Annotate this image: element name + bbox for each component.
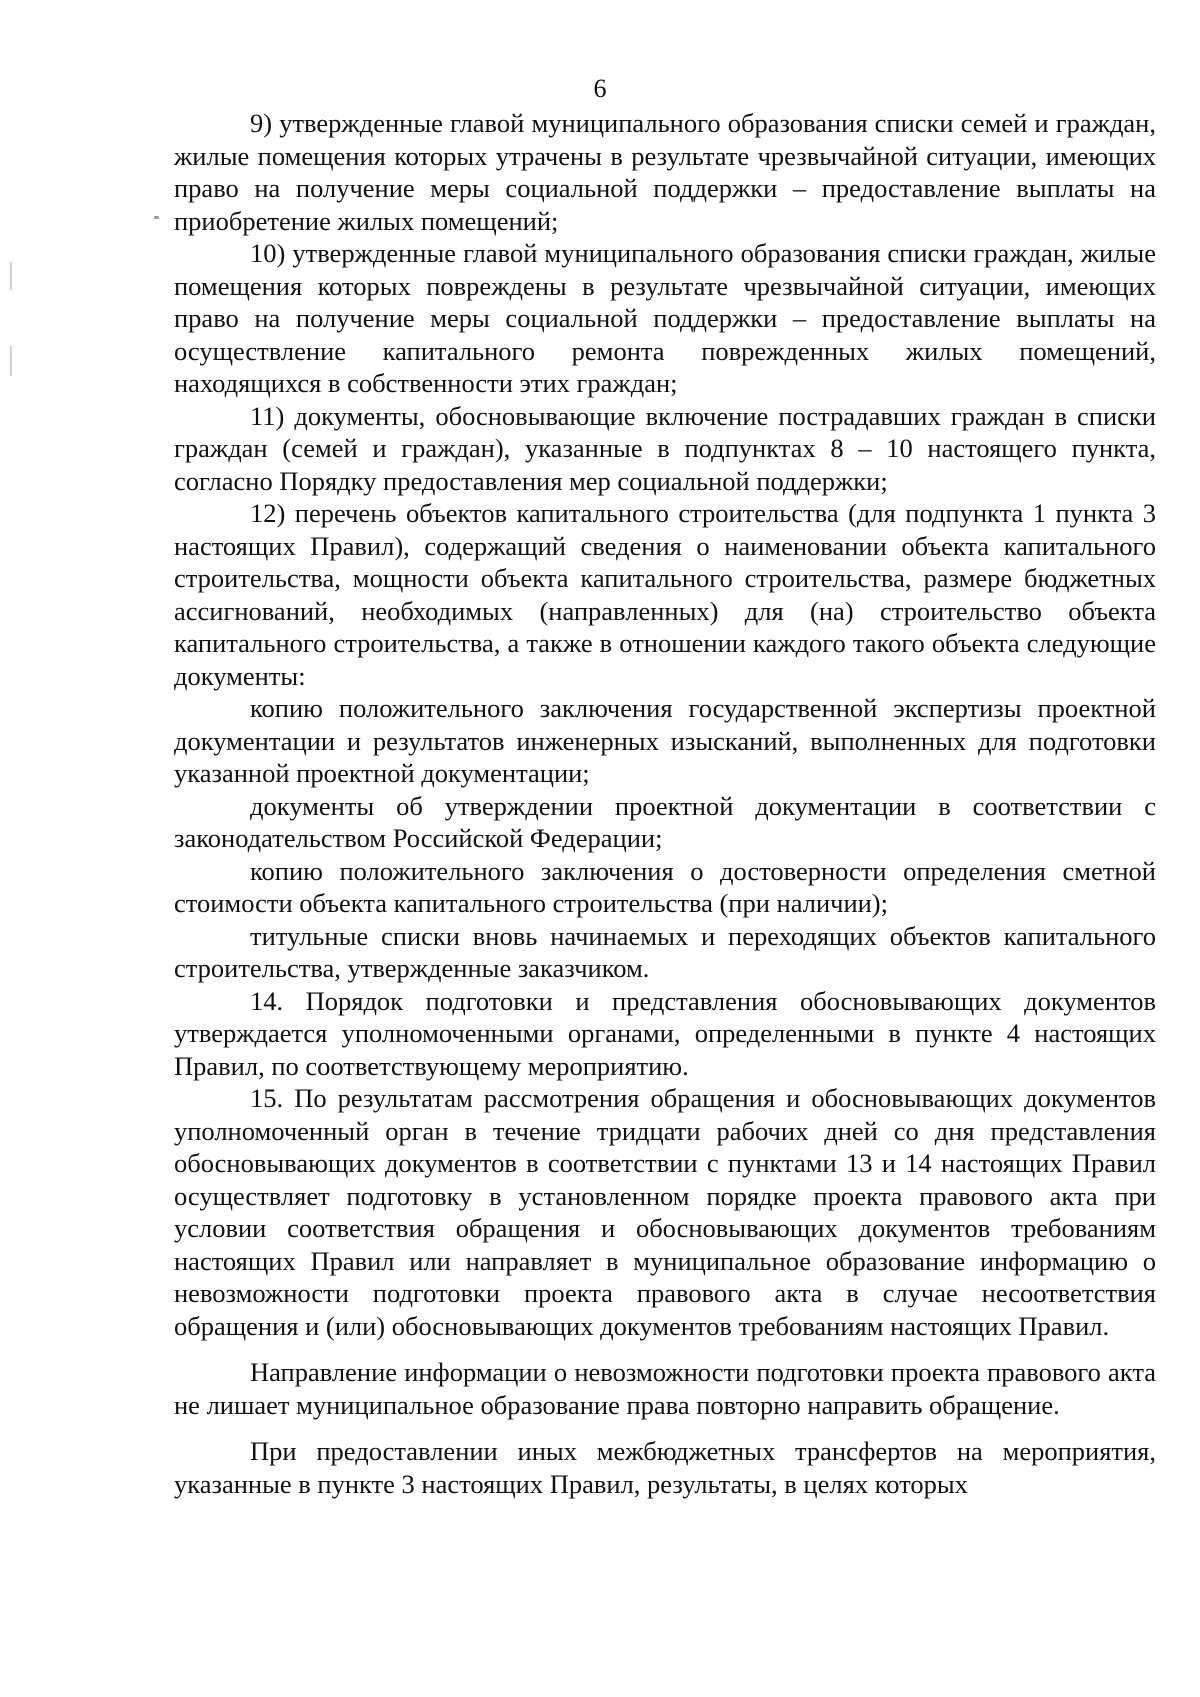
paragraph-clause-14: 14. Порядок подготовки и представления обосновывающих документов утверждается уполномоченными органами, определенными в пункте 4 настоящих Правил, по соответствующему мероприятию. xyxy=(174,985,1156,1081)
scan-dot xyxy=(154,216,159,219)
paragraph-clause-15: 15. По результатам рассмотрения обращения и обосновывающих документов уполномоченный орган в течение тридцати рабочих дней со дня представления обосновывающих документов в соответствии с пунктами 13 и 14 настоящих Правил осуществляет подготовку в установленном порядке проекта правового акта при условии соответствия обращения и обосновывающих документов требованиям настоящих Правил или направляет в муниципальное образование информацию о невозможности подготовки проекта правового акта в случае несоответствия обращения и (или) обосновывающих документов требованиям настоящих Правил. xyxy=(174,1083,1156,1341)
paragraph-item-9: 9) утвержденные главой муниципального образования списки семей и граждан, жилые помещения которых утрачены в результате чрезвычайной ситуации, имеющих право на получение меры социальной поддержки – предоставление выплаты на приобретение жилых помещений; xyxy=(174,108,1156,236)
paragraph-expertise-copy: копию положительного заключения государственной экспертизы проектной документации и результатов инженерных изысканий, выполненных для подготовки указанной проектной документации; xyxy=(174,693,1156,788)
paragraph-item-10: 10) утвержденные главой муниципального образования списки граждан, жилые помещения которых повреждены в результате чрезвычайной ситуации, имеющих право на получение меры социальной поддержки – предоставление выплаты на осуществление капитального ремонта поврежденных жилых помещений, находящихся в собственности этих граждан; xyxy=(174,238,1156,398)
scan-margin-mark xyxy=(10,262,12,290)
paragraph-item-11: 11) документы, обосновывающие включение пострадавших граждан в списки граждан (семей и граждан), указанные в подпунктах 8 – 10 настоящего пункта, согласно Порядку предоставления мер социальной поддержки; xyxy=(174,400,1156,496)
document-body xyxy=(174,107,1156,1500)
paragraph-item-12: 12) перечень объектов капитального строительства (для подпункта 1 пункта 3 настоящих Правил), содержащий сведения о наименовании объекта капитального строительства, мощности объекта капитального строительства, размере бюджетных ассигнований, необходимых (направленных) для (на) строительство объекта капитального строительства, а также в отношении каждого такого объекта следующие документы: xyxy=(174,498,1156,691)
paragraph-estimate-copy: копию положительного заключения о достоверности определения сметной стоимости объекта капитального строительства (при наличии); xyxy=(174,855,1156,918)
paragraph-approval-documents: документы об утверждении проектной документации в соответствии с законодательством Российской Федерации; xyxy=(174,790,1156,853)
paragraph-title-lists: титульные списки вновь начинаемых и переходящих объектов капитального строительства, утвержденные заказчиком. xyxy=(174,920,1156,983)
paragraph-transfers: При предоставлении иных межбюджетных трансфертов на мероприятия, указанные в пункте 3 настоящих Правил, результаты, в целях которых xyxy=(174,1436,1156,1499)
paragraph-info-direction: Направление информации о невозможности подготовки проекта правового акта не лишает муниципальное образование права повторно направить обращение. xyxy=(174,1357,1156,1420)
scan-margin-mark xyxy=(10,346,12,376)
page-number: 6 xyxy=(593,74,607,103)
